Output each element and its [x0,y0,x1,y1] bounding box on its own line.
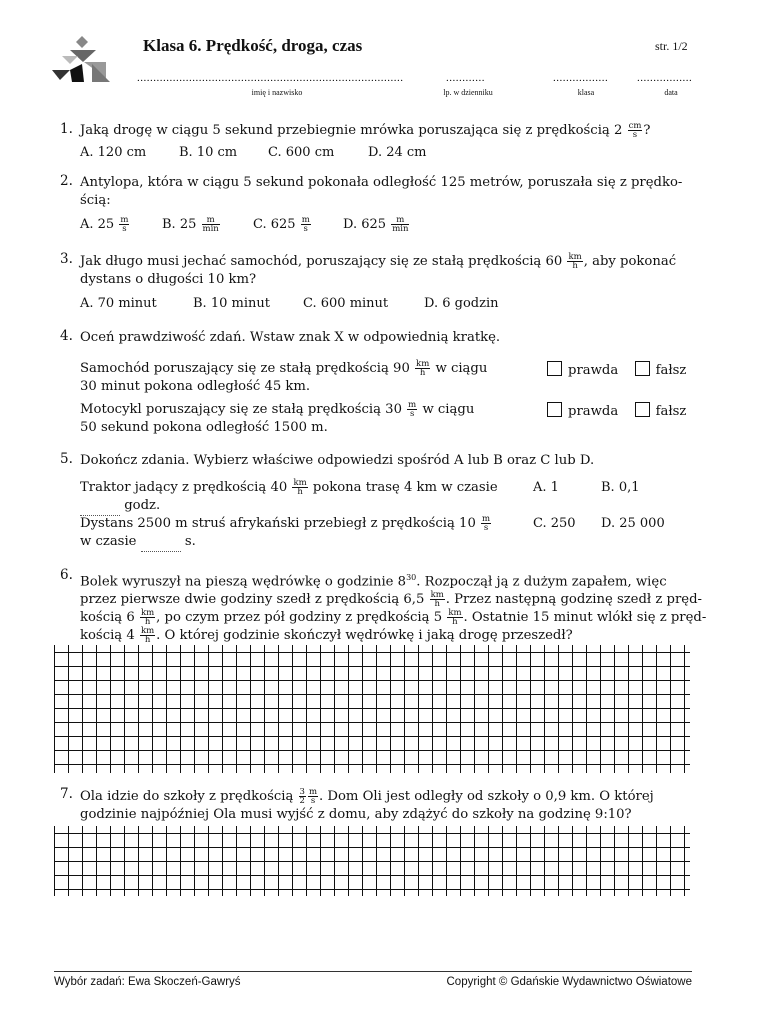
q4-row1-false-checkbox[interactable] [635,361,650,376]
q6-text: Bolek wyruszył na pieszą wędrówkę o godzinie $8^{30}$. Rozpoczął ją z dużym zapałem, więc przez pierwsze dwie godziny szedł z prędkością 6,5 $\frac{km}{h}$ . Przez następną godzinę szedł z pręd- kością 6 $\frac{km}{h}$ , po czym przez pół godziny z prędkością 5 $\frac{km}{h}$ . Ostatnie 15 minut wlókł się z pręd- kością 4 $\frac{km}{h}$ . O której godzinie skończył wędrówkę i jaką drogę przeszedł? [80,573,707,646]
q4-row1-choices [547,361,686,380]
page-number: str. 1/2 [655,39,688,53]
q4-row2-false-label: fałsz [655,404,687,419]
q6-grid-lines [54,645,690,773]
q6-number: 6. [60,567,73,583]
name-field-dots: .................................................................................. [137,72,404,84]
q5-sentence-2: Dystans 2500 m struś afrykański przebiegł z prędkością 10 $\frac{m}{s}$ w czasie s. [80,515,492,552]
q5-sentence-1: Traktor jadący z prędkością 40 $\frac{km}{h}$ pokona trasę 4 km w czasie godz. [80,479,498,516]
q3-text: Jak długo musi jechać samochód, poruszający się ze stałą prędkością 60 $\frac{km}{h}$ , aby pokonać dystans o długości 10 km? [80,252,677,287]
q6-answer-grid[interactable] [54,645,690,773]
q7-answer-grid[interactable] [54,826,690,896]
q7-text: Ola idzie do szkoły z prędkością $\frac{3}{2}$ $\frac{m}{s}$ . Dom Oli jest odległy od szkoły o 0,9 km. O której godzinie najpóźniej Ola musi wyjść z domu, aby zdążyć do szkoły na godzinę 9:10? [80,787,654,822]
q2-option-c[interactable]: C. 625 $\frac{m}{s}$ [253,215,310,234]
q5-blank-2[interactable] [141,533,181,552]
q4-row1-false-label: fałsz [655,363,687,378]
q1-option-d[interactable]: D. 24 cm [368,145,427,160]
q4-text: Oceń prawdziwość zdań. Wstaw znak X w odpowiednią kratkę. [80,330,501,345]
q4-row2-true-checkbox[interactable] [547,402,562,417]
q4-number: 4. [60,328,73,344]
q7-grid-lines [54,826,690,896]
q1-option-b[interactable]: B. 10 cm [179,145,238,160]
q5-option-b[interactable]: B. 0,1 [601,480,640,495]
number-field-label: lp. w dzienniku [443,88,493,97]
footer-divider [54,971,692,972]
q7-number: 7. [60,786,73,802]
q1-option-c[interactable]: C. 600 cm [268,145,335,160]
date-field-dots: ................. [637,72,693,84]
number-field-dots: ............ [446,72,485,84]
q3-option-b[interactable]: B. 10 minut [193,296,270,311]
q4-row2-false-checkbox[interactable] [635,402,650,417]
q5-option-a[interactable]: A. 1 [533,480,559,495]
q1-text: Jaką drogę w ciągu 5 sekund przebiegnie mrówka poruszająca się z prędkością 2 $\frac{cm}{s}$ ? [80,121,651,140]
q4-row1-true-checkbox[interactable] [547,361,562,376]
q4-row1-true-label: prawda [568,363,619,378]
q2-option-b[interactable]: B. 25 $\frac{m}{\min}$ [162,215,219,234]
date-field-label: data [664,88,678,97]
q4-statement-2: Motocykl poruszający się ze stałą prędkością 30 $\frac{m}{s}$ w ciągu 50 sekund pokona odległość 1500 m. [80,400,475,435]
q1-number: 1. [60,121,73,137]
q4-statement-1: Samochód poruszający się ze stałą prędkością 90 $\frac{km}{h}$ w ciągu 30 minut pokona odległość 45 km. [80,359,488,394]
q5-number: 5. [60,451,73,467]
class-field-label: klasa [577,88,595,97]
q3-option-a[interactable]: A. 70 minut [80,296,157,311]
q5-blank-1[interactable] [80,497,120,516]
q2-option-a[interactable]: A. 25 $\frac{m}{s}$ [80,215,129,234]
q2-option-d[interactable]: D. 625 $\frac{m}{\min}$ [343,215,409,234]
footer-copyright: Copyright © Gdańskie Wydawnictwo Oświatowe [446,976,692,988]
q5-option-d[interactable]: D. 25 000 [601,516,665,531]
q1-option-a[interactable]: A. 120 cm [80,145,147,160]
q3-number: 3. [60,251,73,267]
q4-row2-choices [547,402,686,421]
q5-text: Dokończ zdania. Wybierz właściwe odpowiedzi spośród A lub B oraz C lub D. [80,453,595,468]
q4-row2-true-label: prawda [568,404,619,419]
footer-author: Wybór zadań: Ewa Skoczeń-Gawryś [54,976,241,988]
tangram-logo [48,34,118,86]
q3-option-c[interactable]: C. 600 minut [303,296,389,311]
class-field-dots: ................. [553,72,609,84]
q5-option-c[interactable]: C. 250 [533,516,576,531]
q2-text: Antylopa, która w ciągu 5 sekund pokonała odległość 125 metrów, poruszała się z prędko- ścią: [80,175,683,208]
q3-option-d[interactable]: D. 6 godzin [424,296,499,311]
q2-number: 2. [60,173,73,189]
name-field-label: imię i nazwisko [251,88,303,97]
page-title: Klasa 6. Prędkość, droga, czas [143,36,363,55]
